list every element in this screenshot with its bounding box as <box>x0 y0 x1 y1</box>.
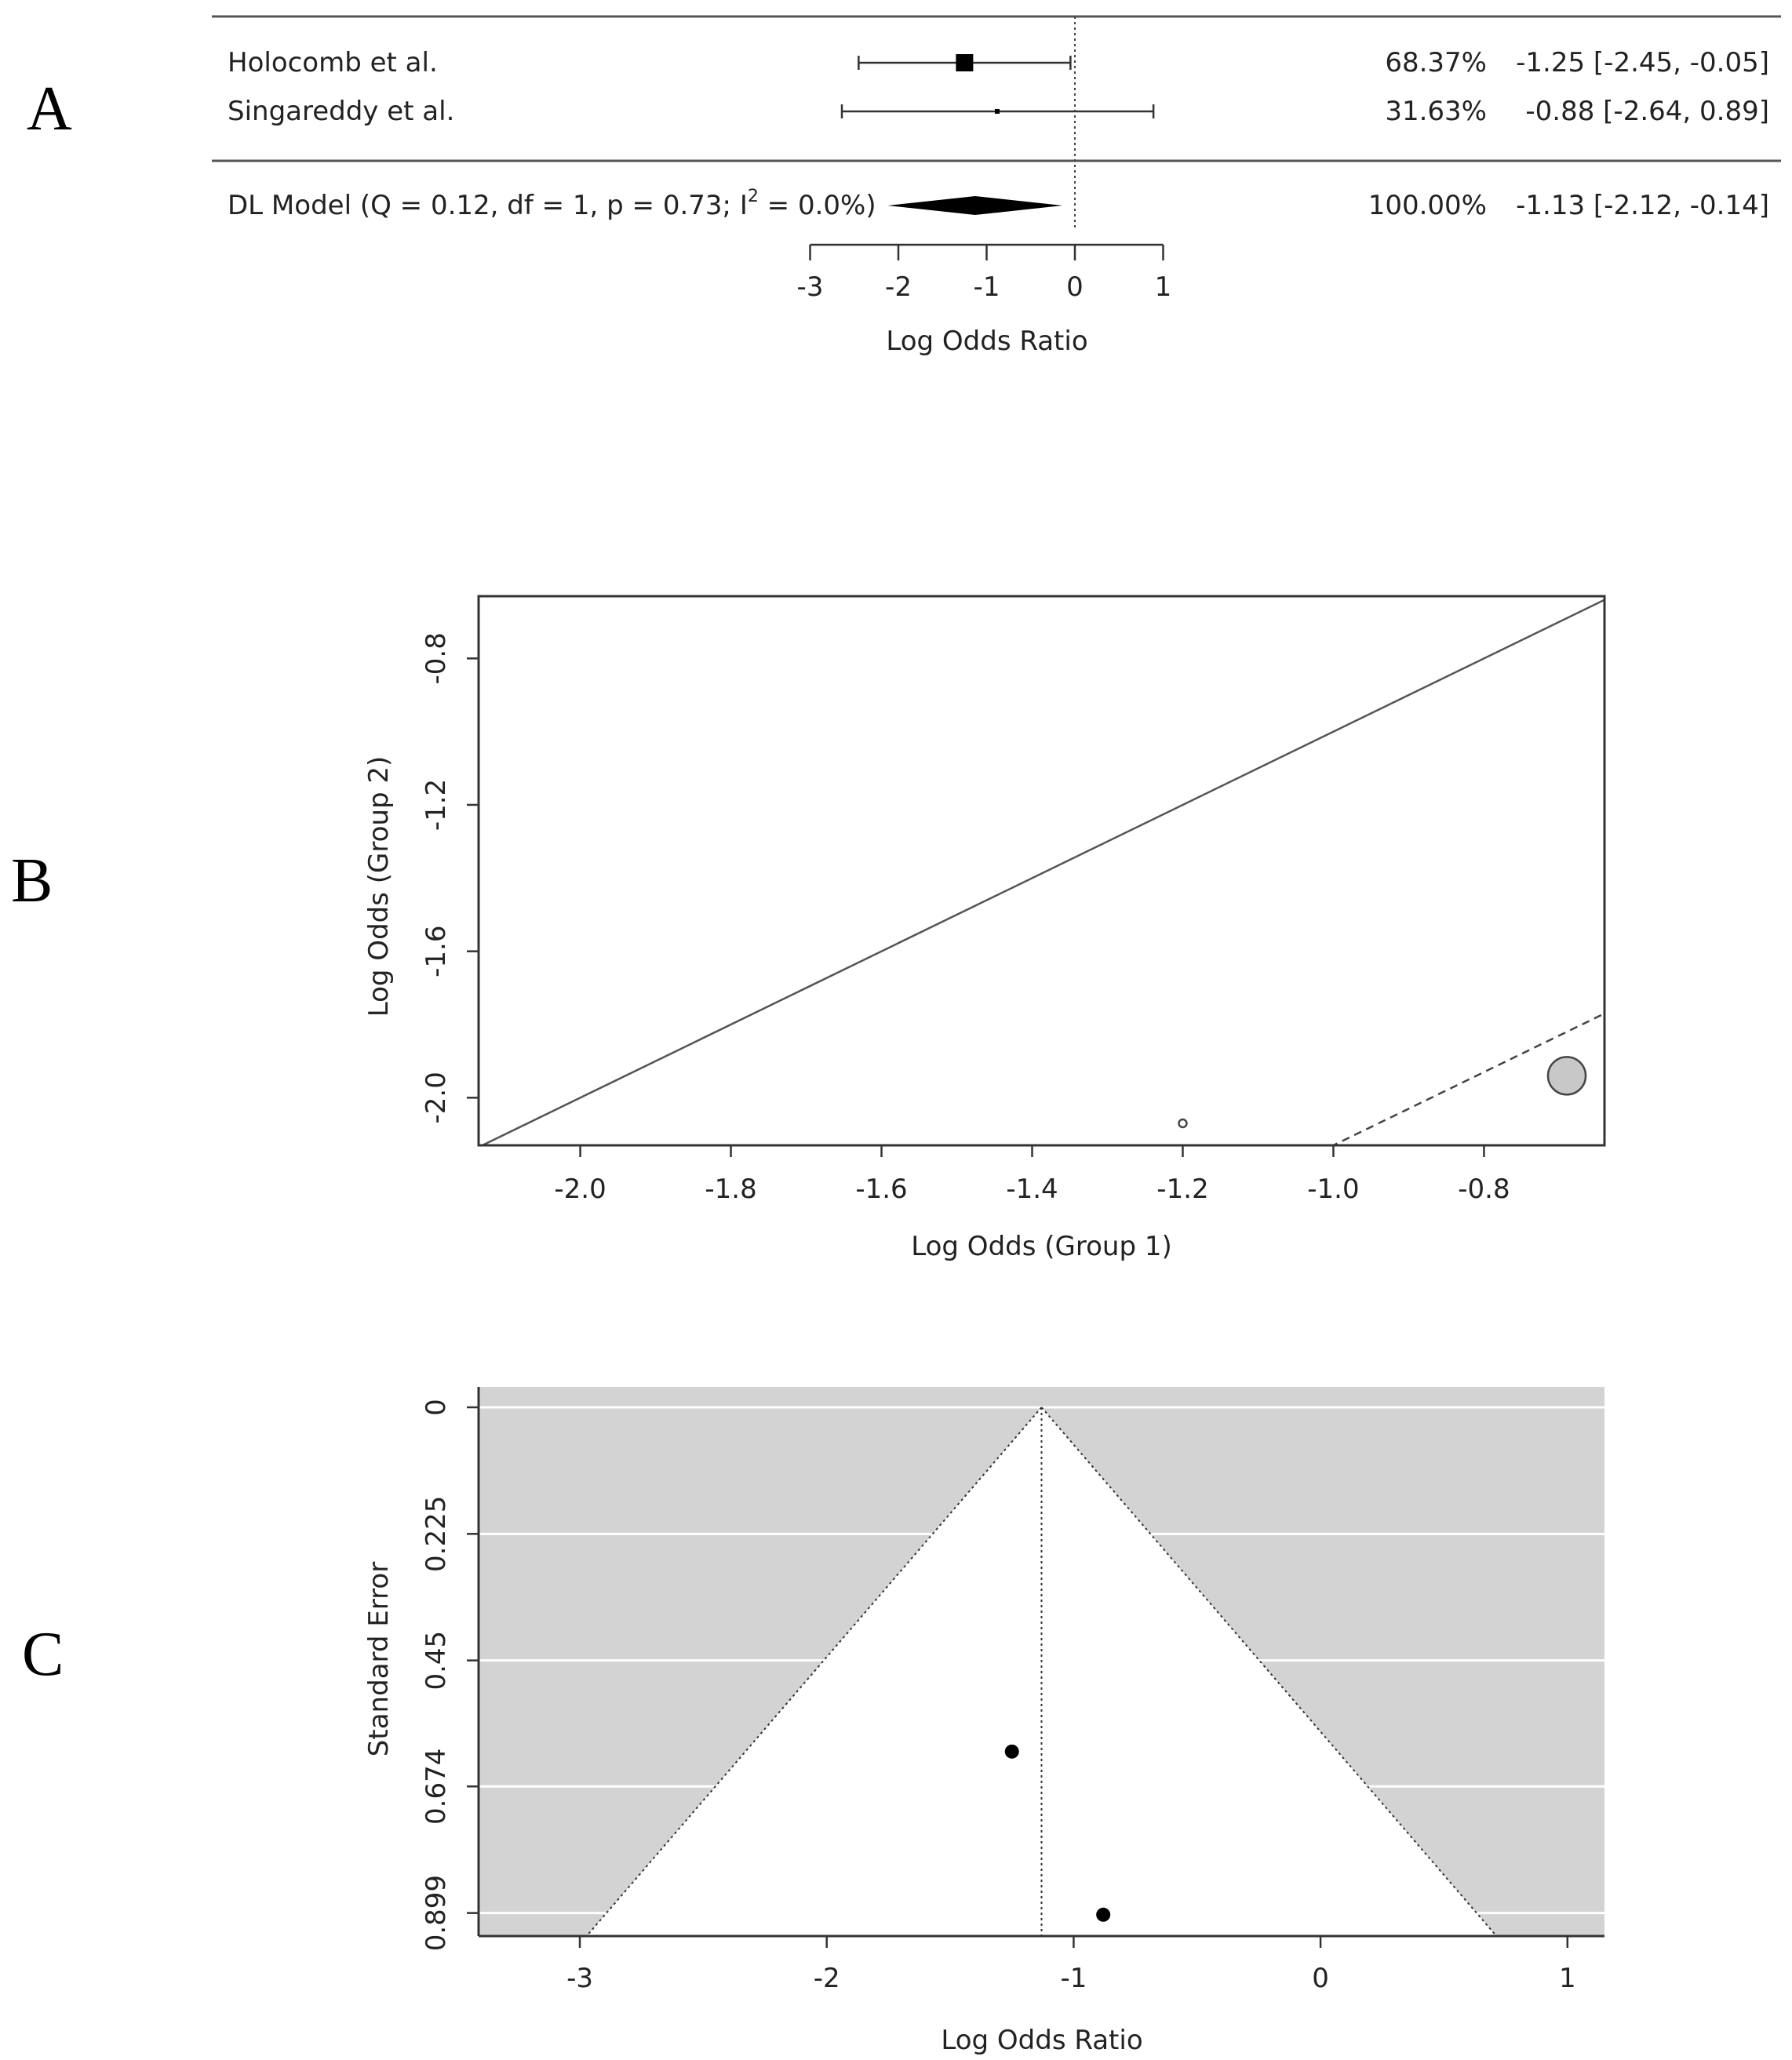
x-tick-label: -1.6 <box>855 1174 908 1205</box>
x-tick-label: 1 <box>1154 271 1172 303</box>
panel-label-c: C <box>22 1620 64 1689</box>
weight-label: 100.00% <box>1368 190 1487 221</box>
study-point <box>1178 1119 1186 1127</box>
y-tick-label: 0.674 <box>421 1748 452 1825</box>
x-axis-label: Log Odds Ratio <box>941 2025 1143 2056</box>
x-tick-label: -1.8 <box>705 1174 757 1205</box>
y-tick-label: 0.225 <box>421 1495 452 1573</box>
x-tick-label: -1 <box>973 271 1000 303</box>
x-axis-label: Log Odds Ratio <box>886 326 1088 357</box>
x-tick-label: -2 <box>813 1963 840 1994</box>
identity-line <box>483 600 1604 1145</box>
x-tick-label: -2.0 <box>554 1174 606 1205</box>
x-tick-label: -2 <box>885 271 912 303</box>
y-tick-label: -1.2 <box>421 778 452 832</box>
x-axis-label: Log Odds (Group 1) <box>911 1231 1172 1262</box>
y-tick-label: -2.0 <box>421 1072 452 1124</box>
y-tick-label: -0.8 <box>421 632 452 685</box>
y-axis-label: Standard Error <box>363 1561 395 1757</box>
ci-label: -1.13 [-2.12, -0.14] <box>1516 190 1769 221</box>
study-point <box>1548 1057 1586 1094</box>
y-axis-label: Log Odds (Group 2) <box>363 755 395 1017</box>
weight-label: 31.63% <box>1385 96 1487 127</box>
y-tick-label: 0.899 <box>421 1874 452 1952</box>
x-tick-label: -3 <box>566 1963 593 1994</box>
ci-label: -0.88 [-2.64, 0.89] <box>1525 96 1769 127</box>
x-tick-label: -1.0 <box>1307 1174 1360 1205</box>
panel-label-a: A <box>27 75 72 144</box>
weight-label: 68.37% <box>1385 47 1487 78</box>
x-tick-label: 0 <box>1312 1963 1329 1994</box>
summary-diamond <box>888 196 1063 215</box>
x-tick-label: -0.8 <box>1458 1174 1510 1205</box>
x-tick-label: -3 <box>796 271 824 303</box>
x-tick-label: -1 <box>1060 1963 1087 1994</box>
ci-label: -1.25 [-2.45, -0.05] <box>1516 47 1769 78</box>
study-label: Holocomb et al. <box>228 47 438 78</box>
y-tick-label: 0.45 <box>421 1630 452 1691</box>
x-tick-label: 0 <box>1066 271 1084 303</box>
x-tick-label: -1.4 <box>1006 1174 1058 1205</box>
y-tick-label: 0 <box>421 1399 452 1416</box>
study-label: Singareddy et al. <box>228 96 455 127</box>
effect-marker <box>956 54 973 71</box>
study-point <box>1005 1745 1019 1759</box>
summary-label: DL Model (Q = 0.12, df = 1, p = 0.73; $I^2 = 0.0\%$) <box>228 187 876 221</box>
study-point <box>1096 1908 1110 1922</box>
plot-b-frame <box>479 596 1604 1145</box>
effect-marker <box>995 109 1000 114</box>
x-tick-label: 1 <box>1558 1963 1576 1994</box>
x-tick-label: -1.2 <box>1156 1174 1209 1205</box>
panel-label-b: B <box>11 846 53 915</box>
y-tick-label: -1.6 <box>421 925 452 977</box>
